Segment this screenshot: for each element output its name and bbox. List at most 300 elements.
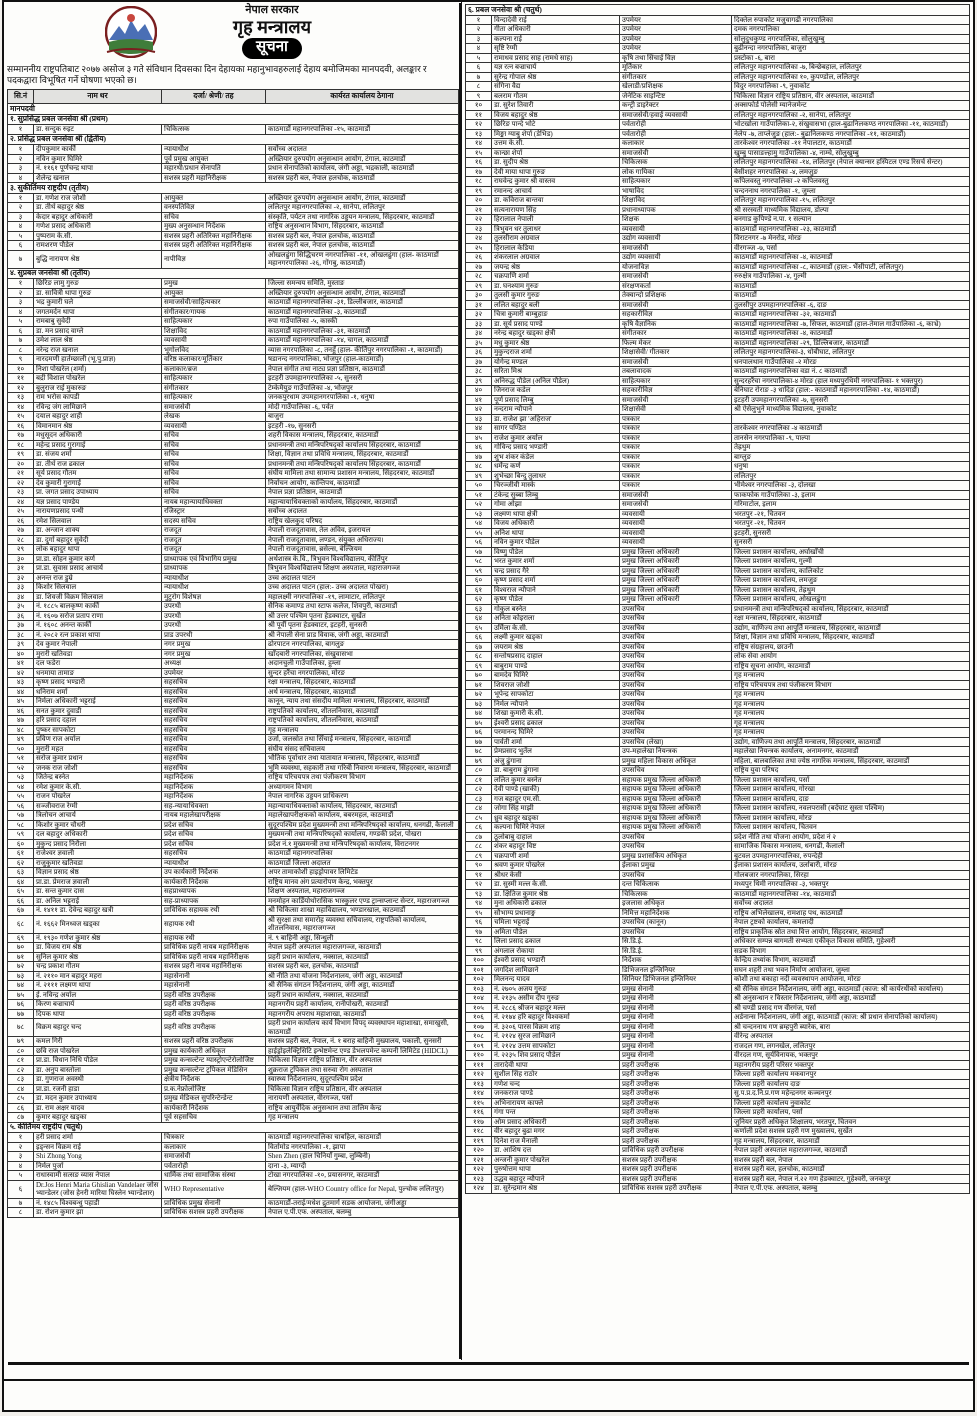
cell-name: डा. गुणराज अवस्थी	[34, 1075, 162, 1085]
table-row	[8, 279, 459, 289]
table-row	[466, 1146, 970, 1156]
cell-office: काठमाडौं	[732, 281, 970, 291]
table-row	[466, 82, 970, 92]
cell-serial: ५७	[8, 811, 34, 821]
table-row	[8, 1046, 459, 1056]
cell-rank: वनस्पतिविज्ञ	[162, 203, 266, 213]
cell-serial: २९	[8, 545, 34, 555]
cell-serial: २५	[466, 243, 492, 253]
cell-name: तुलसीराम अग्रवाल	[492, 234, 620, 244]
cell-serial: ५	[8, 317, 34, 327]
cell-name: हरी प्रसाद शर्मा	[34, 1133, 162, 1143]
table-row	[8, 573, 459, 583]
cell-rank: डिभिजनल इन्जिनियर	[620, 965, 732, 975]
cell-serial: २७	[8, 526, 34, 536]
table-row	[466, 367, 970, 377]
cell-serial: ४४	[8, 687, 34, 697]
table-row	[466, 1155, 970, 1165]
cell-name: डा. क्षितिज कुमार श्रेष्ठ	[492, 889, 620, 899]
table-row	[466, 243, 970, 253]
cell-serial: २४	[466, 234, 492, 244]
table-row	[466, 842, 970, 852]
cell-serial: ५५	[8, 792, 34, 802]
table-row	[8, 640, 459, 650]
cell-rank: तबलावादक	[620, 367, 732, 377]
table-row	[466, 44, 970, 54]
cell-office: अर्थ मन्त्रालय, सिंहदरबार, काठमाडौं	[266, 687, 459, 697]
cell-name: कल्पना घिमिरे नेपाल	[492, 823, 620, 833]
cell-rank: सहायक प्रमुख जिल्ला अधिकारी	[620, 794, 732, 804]
cell-serial: १०	[8, 364, 34, 374]
cell-name: रामाधव प्रसाद साह (रामधे साह)	[492, 53, 620, 63]
cell-serial: ४०	[466, 386, 492, 396]
table-row	[8, 145, 459, 155]
table-row	[466, 1041, 970, 1051]
cell-rank: सशस्त्र प्रहरी उपरीक्षक	[620, 1174, 732, 1184]
table-row	[8, 469, 459, 479]
table-row	[8, 1000, 459, 1010]
cell-name: नं. १६६२ मिनध्वज खड्का	[34, 915, 162, 933]
cell-serial: ७३	[8, 971, 34, 981]
cell-rank: कलाकार/ब्रज	[162, 364, 266, 374]
cell-serial: २५	[8, 507, 34, 517]
cell-rank: खेलाडी/प्रशिक्षक	[620, 82, 732, 92]
table-row	[466, 728, 970, 738]
cell-name: लिला प्रसाद ढकाल	[492, 937, 620, 947]
cell-office: काठमाडौं महानगरपालिका -३१, डिल्लीबजार, काठमाडौं	[266, 298, 459, 308]
cell-name: डा. मदन कुमार उपाध्याय	[34, 1094, 162, 1104]
cell-office: सर्वोच्च अदालत	[266, 507, 459, 517]
cell-office: चन्दननाथ नगरपालिका -१, जुम्ला	[732, 186, 970, 196]
cell-name: मुरारी महत	[34, 744, 162, 754]
cell-rank: समाजसेवी/साहित्यकार	[162, 298, 266, 308]
cell-office: नारायणी अस्पताल, वीरगञ्ज, पर्सा	[266, 1094, 459, 1104]
cell-name: देव कुमार नेपाली	[34, 640, 162, 650]
cell-serial: १६	[8, 421, 34, 431]
cell-serial: ७६	[8, 1000, 34, 1010]
cell-name: भरत कुमार शर्मा	[492, 557, 620, 567]
table-row	[8, 374, 459, 384]
table-row	[466, 994, 970, 1004]
cell-name: डा. अनिल भट्टराई	[34, 896, 162, 906]
table-row	[8, 981, 459, 991]
cell-rank: सशस्त्र प्रहरी उपरीक्षक	[620, 1165, 732, 1175]
section-header-row	[8, 134, 459, 145]
cell-serial: ७	[8, 336, 34, 346]
cell-serial: १०८	[466, 1032, 492, 1042]
cell-office: श्री ऐसेलुभुने माध्यमिक विद्यालय, नुवाकोट	[732, 405, 970, 415]
table-row	[466, 633, 970, 643]
cell-office: राष्ट्रिय अनुसन्धान विभाग, सिंहदरबार, काठमाडौं	[266, 222, 459, 232]
cell-office: तुलसीपुर उपमहानगरपालिका -६, दाङ	[732, 300, 970, 310]
cell-office: काठमाडौं महानगरपालिका -१४, चागल, काठमाडौं	[266, 336, 459, 346]
cell-name: चमिला भट्टराई	[492, 918, 620, 928]
cell-rank: व्यवसायी	[162, 421, 266, 431]
table-row	[8, 1075, 459, 1085]
cell-rank: सचिव	[162, 212, 266, 222]
cell-rank: कार्यकारी निर्देशक	[162, 877, 266, 887]
table-row	[466, 129, 970, 139]
cell-name: टंकेन्द्र सुब्बा लिम्बु	[492, 490, 620, 500]
cell-serial: ८५	[8, 1094, 34, 1104]
right-column	[461, 2, 973, 1360]
table-row	[8, 943, 459, 953]
cell-office: जिल्ला प्रशासन कार्यालय, चितवन	[732, 823, 970, 833]
cell-rank: WHO Representative	[162, 1180, 266, 1198]
cell-serial: ८९	[466, 851, 492, 861]
cell-serial: ५०	[8, 744, 34, 754]
section-header-row	[8, 268, 459, 279]
cell-name: दिपक थापा	[34, 1009, 162, 1019]
table-row	[466, 15, 970, 25]
cell-office: प्रहरी प्रधान कार्यालय, नक्साल, काठमाडौं	[266, 990, 459, 1000]
cell-office: नेपाल संगीत तथा नाट्य प्रज्ञा प्रतिष्ठान, काठमाडौं	[266, 364, 459, 374]
table-row	[8, 687, 459, 697]
table-row	[8, 830, 459, 840]
cell-serial: ३५	[8, 602, 34, 612]
cell-office: सुन्दरहरैंचा नगरपालिका-४ मोरङ (हाल मध्यपुरथिमी नगरपालिका- १ भक्तपुर)	[732, 376, 970, 386]
table-row	[466, 1051, 970, 1061]
cell-office: काठमाडौं महानगरपालिका -१४, काठमाडौं	[732, 889, 970, 899]
cell-name: सञ्जीवराज रेग्मी	[34, 801, 162, 811]
cell-office: मनमोहन कार्डियोथोरासिक भास्कुलर एण्ड ट्रान्सप्लान्ट सेन्टर, महाराजगञ्ज	[266, 896, 459, 906]
table-row	[466, 832, 970, 842]
cell-rank: पत्रकार	[620, 452, 732, 462]
cell-office: सुनसरी	[732, 538, 970, 548]
table-row	[466, 357, 970, 367]
cell-serial: ९६	[466, 918, 492, 928]
table-row	[466, 433, 970, 443]
cell-name: ईश्वरी प्रसाद ढकाल	[492, 718, 620, 728]
cell-serial: ४७	[466, 452, 492, 462]
cell-rank: प्रमुख जिल्ला अधिकारी	[620, 585, 732, 595]
cell-name: गोकुल बस्नेत	[492, 604, 620, 614]
cell-office: गृह मन्त्रालय	[732, 671, 970, 681]
cell-serial: ३३	[8, 583, 34, 593]
cell-rank: सहसचिव	[162, 716, 266, 726]
table-row	[466, 794, 970, 804]
cell-office: जिल्ला प्रशासन कार्यालय, मोरङ	[732, 813, 970, 823]
cell-office: शिक्षा, विज्ञान तथा प्रविधि मन्त्रालय, सिंहदरबार, काठमाडौं	[266, 450, 459, 460]
table-row	[8, 716, 459, 726]
cell-office: जिल्ला प्रशासन कार्यालय, नवलपरासी (बर्दघाट सुस्ता पश्चिम)	[732, 804, 970, 814]
cell-rank: पत्रकार	[620, 462, 732, 472]
cell-name: परमानन्द घिमिरे	[492, 728, 620, 738]
cell-rank: सदस्य सचिव	[162, 516, 266, 526]
cell-serial: ६३	[8, 868, 34, 878]
cell-office: प्रधान सेनापतिको कार्यालय, जंगी अड्डा, भद्रकाली, काठमाडौं	[266, 164, 459, 174]
cell-serial: २	[466, 25, 492, 35]
document-body	[4, 2, 973, 1360]
cell-office: राष्ट्रिय सूचना आयोग, काठमाडौं	[732, 661, 970, 671]
cell-name: डा. रोशन कुमार झा	[34, 1208, 162, 1218]
cell-serial: २६	[466, 253, 492, 263]
cell-rank: उपसचिव	[620, 633, 732, 643]
cell-office: महालक्ष्मी नगरपालिका -१९, लामाटार, ललितपुर	[266, 592, 459, 602]
cell-rank: पूर्व सहसचिव	[162, 1113, 266, 1123]
cell-serial: ५०	[466, 481, 492, 491]
cell-name: डा. मन प्रसाद वाग्ले	[34, 326, 162, 336]
table-row	[8, 1198, 459, 1208]
cell-name: नरेन्द्र राज खनाल	[34, 345, 162, 355]
cell-serial: ६४	[466, 614, 492, 624]
cell-serial: ९२	[466, 880, 492, 890]
cell-office: सशस्त्र प्रहरी बल, हलचोक, काठमाडौं	[266, 962, 459, 972]
cell-serial: १	[8, 125, 34, 135]
cell-rank: वरिष्ठ कलाकार/मूर्तिकार	[162, 355, 266, 365]
table-row	[8, 754, 459, 764]
cell-rank: उपसचिव	[620, 642, 732, 652]
cell-rank: न्यायाधीश	[162, 858, 266, 868]
cell-serial: ७४	[466, 709, 492, 719]
table-row	[466, 595, 970, 605]
cell-name: डा. संजय शर्मा	[34, 450, 162, 460]
cell-serial: ४	[466, 44, 492, 54]
cell-serial: ५३	[466, 509, 492, 519]
cell-serial: ८०	[8, 1046, 34, 1056]
cell-serial: १	[8, 193, 34, 203]
cell-name: देवी पाण्डे (खाकी)	[492, 785, 620, 795]
cell-serial: ७९	[8, 1037, 34, 1047]
cell-office: बेसीशहर नगरपालिका -४, लमजुङ	[732, 167, 970, 177]
table-row	[466, 1127, 970, 1137]
cell-office: ओखलढुंगा सिद्धिचरण नगरपालिका -११, ओखलढुंगा (हाल- काठमाडौं महानगरपालिका -२६, गोंगबु, काठमाडौं)	[266, 250, 459, 268]
cell-office: अख्तियार दुरुपयोग अनुसन्धान आयोग, टंगाल, काठमाडौं	[266, 154, 459, 164]
cell-office: मध्यपुर थिमी नगरपालिका -३, भक्तपुर	[732, 880, 970, 890]
cell-name: चिरञ्जीवी मास्के	[492, 481, 620, 491]
table-row	[466, 281, 970, 291]
cell-serial: ६०	[8, 839, 34, 849]
table-row	[8, 630, 459, 640]
cell-rank: प्रमुख कन्सल्टेन्ट ट्रपिकल मेडिसिन	[162, 1065, 266, 1075]
cell-office: शहरी विकास मन्त्रालय, सिंहदरबार, काठमाडौं	[266, 431, 459, 441]
cell-rank: सहसचिव	[162, 849, 266, 859]
masthead-titles	[162, 4, 382, 59]
cell-office: श्री नेपाली सेना प्राड विवाक, जंगी अड्डा, काठमाडौं	[266, 630, 459, 640]
cell-rank: उपरथी	[162, 611, 266, 621]
cell-serial: ८३	[8, 1075, 34, 1085]
cell-serial: ११	[466, 110, 492, 120]
cell-name: नं. २२३५ शिव प्रसाद पौडेल	[492, 1051, 620, 1061]
cell-office: श्री सरस्वती माध्यमिक विद्यालय, डोल्पा	[732, 205, 970, 215]
cell-name: विमानमान श्रेष्ठ	[34, 421, 162, 431]
table-row	[466, 72, 970, 82]
cell-office: अख्तियार दुरुपयोग अनुसन्धान आयोग, टंगाल, काठमाडौं	[266, 193, 459, 203]
cell-office: जिल्ला प्रशासन कार्यालय, तेह्रथुम	[732, 585, 970, 595]
cell-rank: समाजसेवी	[620, 148, 732, 158]
table-row	[8, 1152, 459, 1162]
cell-office: कपिलवस्तु नगरपालिका -२ कपिलवस्तु	[732, 177, 970, 187]
cell-office: खाँदबारी नगरपालिका, संखुवासभा	[266, 649, 459, 659]
cell-name: निर्मल पुर्जा	[34, 1161, 162, 1171]
cell-name: चक्रपाणी शर्मा	[492, 851, 620, 861]
table-row	[466, 500, 970, 510]
cell-serial: ११४	[466, 1089, 492, 1099]
cell-serial: ३८	[466, 367, 492, 377]
cell-name: दीपकुमार कार्की	[34, 145, 162, 155]
cell-office: जुनियर प्रहरी अधिकृत शिक्षालय, भरतपुर, चितवन	[732, 1117, 970, 1127]
table-row	[8, 915, 459, 933]
col-serial: सि.नं	[8, 90, 34, 104]
cell-name: नं. २१३५ असीम दीप गुरुङ	[492, 994, 620, 1004]
col-office: कार्यरत कार्यालय ठेगाना	[266, 90, 459, 104]
cell-name: अंगलाल रोकाया	[492, 946, 620, 956]
table-row	[8, 402, 459, 412]
cell-name: जनकराज पाण्डे	[492, 1089, 620, 1099]
cell-rank: व्यवसायी	[620, 224, 732, 234]
table-row	[8, 1142, 459, 1152]
cell-name: विजय बहादुर श्रेष्ठ	[492, 110, 620, 120]
cell-rank: सचिव	[162, 478, 266, 488]
table-row	[8, 952, 459, 962]
table-row	[466, 53, 970, 63]
cell-name: बुलुराज राई मुकारुङ	[34, 383, 162, 393]
cell-office: भूमि व्यवस्था, सहकारी तथा गरिबी निवारण मन्त्रालय, सिंहदरबार, काठमाडौं	[266, 763, 459, 773]
cell-office: अपर तामाकोशी हाइड्रोपावर लिमिटेड	[266, 868, 459, 878]
cell-office: सशस्त्र प्रहरी बल, नेपाल हलचोक, काठमाडौं	[266, 173, 459, 183]
cell-rank: सहसचिव	[162, 725, 266, 735]
cell-rank: पत्रकार	[620, 443, 732, 453]
cell-serial: ४६	[466, 443, 492, 453]
cell-rank: प्रमुख सेनानी	[620, 1003, 732, 1013]
cell-rank: उपरथी	[162, 602, 266, 612]
cell-office: अक्सफोर्ड पोलेसी म्यानेजमेन्ट	[732, 101, 970, 111]
cell-rank: सह-न्यायाधिवक्ता	[162, 801, 266, 811]
cell-office: नेपाल प्रहरी अस्पताल महाराजगञ्ज, काठमाडौं	[732, 1146, 970, 1156]
section-header-row	[8, 183, 459, 194]
cell-serial: ४८	[466, 462, 492, 472]
cell-rank: सहसचिव	[162, 735, 266, 745]
table-row	[466, 262, 970, 272]
cell-rank: प्राविधिक प्रहरी नायब महानिरीक्षक	[162, 952, 266, 962]
cell-serial: ७०	[8, 943, 34, 953]
cell-serial: ६९	[8, 933, 34, 943]
table-row	[8, 516, 459, 526]
cell-name: प्रा.डा. सोहन कुमार कर्ण	[34, 554, 162, 564]
table-row	[466, 680, 970, 690]
cell-name: प्रा. जगत प्रसाद उपाध्याय	[34, 488, 162, 498]
cell-rank: सचिव	[162, 488, 266, 498]
cell-name: मुरारी खतिवडा	[34, 649, 162, 659]
cell-name: डा. सावित्री थापा गुरुङ	[34, 288, 162, 298]
table-row	[466, 566, 970, 576]
cell-name: राजेश्वर ज्ञवाली	[34, 849, 162, 859]
notice-badge: सूचना	[242, 38, 302, 59]
cell-serial: ४०	[8, 649, 34, 659]
cell-rank: प्रहरी वरिष्ठ उपरीक्षक	[162, 1009, 266, 1019]
cell-office: जिल्ला प्रशासन कार्यालय, गोरखा	[732, 785, 970, 795]
cell-rank: महानिर्देशक	[162, 773, 266, 783]
cell-office: उर्जा, जलस्रोत तथा सिँचाई मन्त्रालय, सिंहदरबार, काठमाडौं	[266, 735, 459, 745]
cell-rank: सहसचिव	[162, 763, 266, 773]
cell-office: भरतपुर -२१, चितवन	[732, 519, 970, 529]
table-row	[466, 1184, 970, 1194]
cell-name: पूर्ण प्रसाद लिम्बु	[492, 395, 620, 405]
cell-office: सशस्त्र प्रहरी बल, नेपाल हलचोक, काठमाडौं	[266, 231, 459, 241]
cell-office: निर्वाचन आयोग, कान्तिपथ, काठमाडौं	[266, 478, 459, 488]
cell-name: मुकुन्द प्रसाद निरौला	[34, 839, 162, 849]
cell-name: पार्वती शर्मा	[492, 737, 620, 747]
cell-serial: ७५	[466, 718, 492, 728]
cell-office: राष्ट्रपतिको कार्यालय, शीतलनिवास, काठमाडौं	[266, 716, 459, 726]
table-row	[8, 1180, 459, 1198]
cell-serial: ७	[8, 1198, 34, 1208]
cell-serial: ७५	[8, 990, 34, 1000]
cell-serial: ५८	[8, 820, 34, 830]
cell-serial: ८८	[466, 842, 492, 852]
table-row	[466, 690, 970, 700]
cell-name: निशा पोखरेल (शर्मा)	[34, 364, 162, 374]
cell-name: प्रा.डा. सुवास प्रसाद आचार्य	[34, 564, 162, 574]
cell-serial: ९८	[466, 937, 492, 947]
cell-serial: ६०	[466, 576, 492, 586]
cell-serial: ५९	[466, 566, 492, 576]
cell-name: महेन्द्र प्रसाद गुरागाई	[34, 440, 162, 450]
table-header-row	[8, 90, 459, 104]
cell-rank: नायब महालेखापरीक्षक	[162, 811, 266, 821]
table-row	[466, 101, 970, 111]
cell-office: राजदल गण, लगनखेल, ललितपुर	[732, 1041, 970, 1051]
cell-rank: पत्रकार	[620, 471, 732, 481]
cell-rank: उपसचिव	[620, 842, 732, 852]
cell-serial: ९१	[466, 870, 492, 880]
table-row	[466, 889, 970, 899]
cell-rank: मुटुरोग विशेषज्ञ	[162, 592, 266, 602]
table-row	[466, 139, 970, 149]
cell-name: कुमार बहादुर खड्का	[34, 1113, 162, 1123]
table-row	[8, 962, 459, 972]
cell-rank: न्यायाधीश	[162, 573, 266, 583]
cell-serial: ९४	[466, 899, 492, 909]
cell-serial: ७८	[8, 1019, 34, 1037]
cell-office: ललितपुर महानगरपालिका -७, बिन्छेबहाल, ललितपुर	[732, 63, 970, 73]
cell-office: विदुर नगरपालिका -९, नुवाकोट	[732, 82, 970, 92]
cell-name: ध्रुव बहादुर खड्का	[492, 813, 620, 823]
cell-serial: १०९	[466, 1041, 492, 1051]
table-row	[466, 91, 970, 101]
table-row	[8, 611, 459, 621]
cell-name: सागर पण्डित	[492, 424, 620, 434]
cell-rank: सशस्त्र प्रहरी वरिष्ठ उपरीक्षक	[162, 1037, 266, 1047]
cell-serial: ४२	[8, 668, 34, 678]
cell-name: जिनराज कडेल	[492, 386, 620, 396]
cell-rank: प्रहरी वरिष्ठ उपरीक्षक	[162, 1019, 266, 1037]
cell-office: रुपा गाउँपालिका -५, कास्की	[266, 317, 459, 327]
table-row	[466, 405, 970, 415]
cell-rank: साहित्यकार	[162, 393, 266, 403]
cell-serial: ५	[8, 1171, 34, 1181]
cell-office: राष्ट्रिय खेलकुद परिषद	[266, 516, 459, 526]
cell-serial: ६	[8, 241, 34, 251]
cell-serial: ५६	[8, 801, 34, 811]
cell-office: ललितपुर महानगरपालिका -१५, ललितपुर	[732, 196, 970, 206]
table-row	[466, 718, 970, 728]
cell-name: गणेश प्रसाद अधिकारी	[34, 222, 162, 232]
cell-serial: १५	[466, 148, 492, 158]
cell-office: अदानचुली गाउँपालिका, हुम्ला	[266, 659, 459, 669]
cell-rank: आयुक्त	[162, 288, 266, 298]
cell-name: डा. तीर्थ बहादुर श्रेष्ठ	[34, 203, 162, 213]
cell-office: नेपाल नागरिक उड्डयन प्राधिकरण	[266, 792, 459, 802]
cell-office: मुख्यमन्त्री तथा मन्त्रिपरिषद्को कार्यालय, गण्डकी प्रदेश, पोखरा	[266, 830, 459, 840]
cell-serial: ८	[8, 1208, 34, 1218]
cell-name: नं. ३२०६ पारस विक्रम शाह	[492, 1022, 620, 1032]
cell-name: प्रा.डा. विधान निधि पौडेल	[34, 1056, 162, 1066]
cell-name: यज्ञ प्रसाद पाण्डेय	[34, 497, 162, 507]
cell-rank: संगीतकार/गायक	[162, 307, 266, 317]
cell-rank: पूर्व प्रमुख आयुक्त	[162, 154, 266, 164]
cell-name: सौभाग्य प्रधानाङ्ग	[492, 908, 620, 918]
